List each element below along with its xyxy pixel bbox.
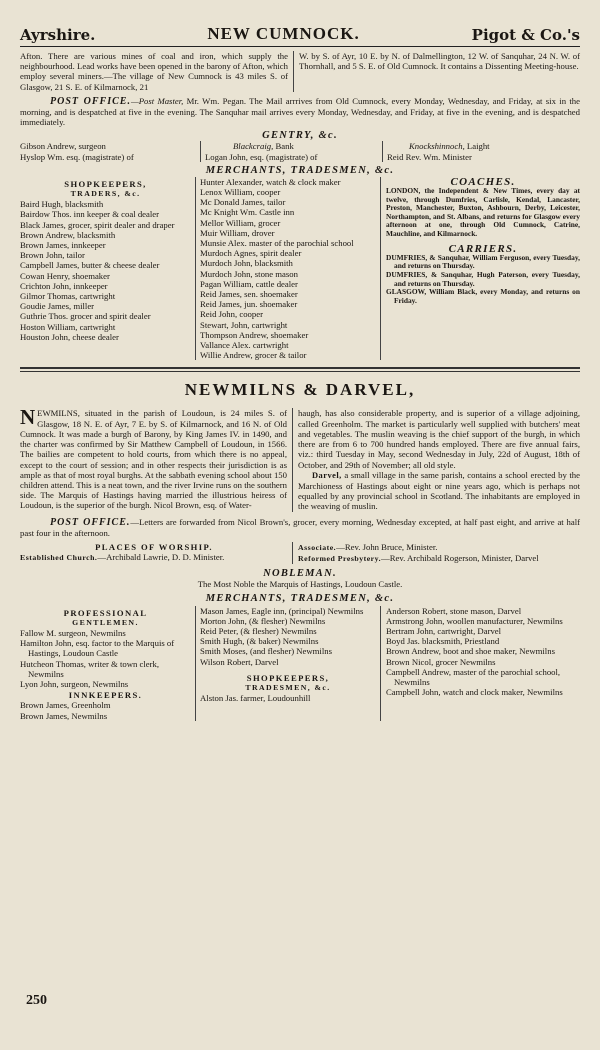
directory-entry: Bairdow Thos. inn keeper & coal dealer (20, 209, 160, 220)
darvel-label: Darvel, (312, 470, 342, 480)
gentry-col-2 (200, 141, 382, 161)
gentry-entry: Hyslop Wm. esq. (magistrate) of (20, 151, 134, 162)
coaches-text: LONDON, the Independent & New Times, every day at twelve, through Dumfries, Carlisle, Kendal, Lancaster, Preston, Manchester, Buxton, Ashbourn, Derby, Leicester, Northampton, and St. Albans, and returns for Glasgow every afternoon at one, through Old Cumnock, Catrine, Mauchline, and Kilmarnock. (386, 186, 580, 238)
directory-entry: Brown Nicol, grocer Newmilns (386, 656, 496, 667)
reformed-label: Reformed Presbytery. (298, 554, 382, 564)
directory-entry: Hutcheon Thomas, writer & town clerk, Newmilns (20, 658, 160, 679)
gentry-entry: Gibson Andrew, surgeon (20, 141, 106, 152)
directory-entry: Black James, grocer, spirit dealer and draper (20, 219, 175, 230)
drop-capital: N (20, 405, 36, 430)
established-text: —Archibald Lawrie, D. D. Minister. (97, 552, 225, 563)
directory-entry: Reid James, jun. shoemaker (200, 299, 298, 310)
directory-entry: Reid Peter, (& flesher) Newmilns (200, 625, 317, 636)
shopkeepers-heading: SHOPKEEPERS, (64, 178, 147, 189)
post-office-new-cumnock (20, 96, 580, 128)
directory-entry: Armstrong John, woollen manufacturer, Newmilns (386, 615, 563, 626)
gentry-entry: Laight (464, 141, 490, 152)
merchants-list (20, 177, 580, 361)
newmilns-left (20, 405, 292, 511)
town-title: NEW CUMNOCK. (207, 24, 360, 43)
directory-entry: Crichton John, innkeeper (20, 280, 108, 291)
directory-entry: Mc Donald James, tailor (200, 197, 286, 208)
gentry-place: Knockshinnoch, (409, 141, 465, 152)
directory-entry: Morton John, (& flesher) Newmilns (200, 615, 326, 626)
gentry-place: Blackcraig, (233, 141, 274, 152)
carrier-entry: DUMFRIES, & Sanquhar, William Ferguson, every Tuesday, and returns on Thursday. (386, 252, 580, 271)
directory-entry: Stewart, John, cartwright (200, 319, 288, 330)
post-office-label: POST OFFICE. (50, 95, 131, 107)
intro-left: Afton. There are various mines of coal and iron, which supply the neighbourhood. Lead works have been opened in the barony of Afton, which employ several miners.—The village of New Cumnock is 43 miles S. of Glasgow, 21 S. E. of Kilmarnock, 21 (20, 51, 288, 92)
gentry-col-3 (382, 141, 580, 161)
directory-entry: Bertram John, cartwright, Darvel (386, 625, 502, 636)
merchants-heading: MERCHANTS, TRADESMEN, &c. (205, 164, 395, 176)
directory-entry: Willie Andrew, grocer & tailor (200, 350, 307, 361)
carrier-entry: DUMFRIES, & Sanquhar, Hugh Paterson, every Tuesday, and returns on Thursday. (386, 269, 580, 288)
shopkeeper-entries (200, 693, 376, 703)
newmilns-description (20, 405, 580, 512)
directory-entry: Baird Hugh, blacksmith (20, 199, 104, 210)
post-master-label: —Post Master, (130, 95, 184, 106)
darvel-text: a small village in the same parish, contains a school erected by the Marchioness of Hastings about eight or nine years ago, which is perhaps not equalled by any provincial school in Scotland. The inhabitants are employed in the weaving of muslin. (298, 469, 580, 512)
merchants-col-2-entries (200, 177, 376, 361)
traders-subheading: TRADERS, &c. (70, 189, 141, 199)
gentlemen-subheading: GENTLEMEN. (72, 617, 139, 627)
directory-entry: Anderson Robert, stone mason, Darvel (386, 605, 522, 616)
darvel-paragraph (298, 470, 580, 512)
directory-entry: Brown James, innkeeper (20, 240, 106, 251)
associate-text: —Rev. John Bruce, Minister. (336, 541, 438, 552)
worship-left (20, 542, 292, 564)
nobleman-heading: NOBLEMAN. (263, 568, 337, 580)
merchants-col-2 (195, 177, 380, 361)
intro-section (20, 51, 580, 92)
worship-section (20, 542, 580, 564)
merchants-col-1 (20, 177, 195, 361)
tradesmen-subheading: TRADESMEN, &c. (245, 682, 331, 692)
merchants2-col-1 (20, 606, 195, 721)
innkeeper-entries (20, 700, 191, 720)
directory-entry: Fallow M. surgeon, Newmilns (20, 627, 126, 638)
directory-entry: Guthrie Thos. grocer and spirit dealer (20, 311, 151, 322)
newmilns-title: NEWMILNS & DARVEL, (184, 380, 416, 400)
directory-entry: Mason James, Eagle inn, (principal) Newmilns (200, 605, 364, 616)
directory-page (20, 0, 580, 1008)
directory-entry: Murdoch Agnes, spirit dealer (200, 248, 302, 259)
merchants2-col-2-entries (200, 606, 376, 667)
directory-entry: Alston Jas. farmer, Loudounhill (200, 693, 311, 704)
directory-entry: Lyon John, surgeon, Newmilns (20, 678, 129, 689)
carriers-heading: CARRIERS. (448, 242, 518, 255)
county-title: Ayrshire. (20, 26, 96, 44)
merchants-col-3 (380, 177, 580, 361)
directory-entry: Campbell James, butter & cheese dealer (20, 260, 160, 271)
directory-entry: Brown Andrew, blacksmith (20, 229, 116, 240)
directory-entry: Mellor William, grocer (200, 217, 281, 228)
gentry-entry: Reid Rev. Wm. Minister (387, 151, 472, 162)
directory-entry: Reid James, sen. shoemaker (200, 289, 298, 300)
directory-entry: Boyd Jas. blacksmith, Priestland (386, 636, 500, 647)
gentry-list (20, 141, 580, 161)
directory-entry: Houston John, cheese dealer (20, 331, 119, 342)
directory-entry: Goudie James, miller (20, 301, 95, 312)
post-office-label: POST OFFICE. (50, 516, 131, 528)
coaches-heading: COACHES. (450, 175, 516, 188)
gentry-entry: Bank (273, 141, 294, 152)
innkeepers-heading: INNKEEPERS. (68, 690, 143, 701)
intro-right: W. by S. of Ayr, 10 E. by N. of Dalmellington, 12 W. of Sanquhar, 24 N. W. of Thornhall, and 5 S. E. of Old Cumnock. It contains a Dissenting Meeting-house. (293, 51, 580, 92)
associate-label: Associate. (298, 542, 337, 552)
worship-heading: PLACES OF WORSHIP. (95, 541, 213, 552)
carrier-entry: GLASGOW, William Black, every Monday, and returns on Friday. (386, 287, 580, 305)
merchants2-col-2 (195, 606, 380, 721)
directory-entry: Wilson Robert, Darvel (200, 656, 279, 667)
directory-entry: Smith Hugh, (& baker) Newmilns (200, 636, 319, 647)
reformed-text: —Rev. Archibald Rogerson, Minister, Darvel (381, 553, 539, 564)
merchants-newmilns-list (20, 606, 580, 721)
merchants-col-1-entries (20, 199, 191, 342)
nobleman-text: The Most Noble the Marquis of Hastings, Loudoun Castle. (197, 579, 403, 590)
section-divider (20, 371, 580, 372)
directory-entry: Hoston William, cartwright (20, 321, 116, 332)
directory-entry: Brown Andrew, boot and shoe maker, Newmilns (386, 646, 555, 657)
directory-entry: Reid John, cooper (200, 309, 263, 320)
gentry-entry: Logan John, esq. (magistrate) of (205, 151, 318, 162)
newmilns-right-text: haugh, has also considerable property, and is superior of a village adjoining, called Greenholm. The market is particularly well supplied with butchers' meat and vegetables. The muslin weaving is the chief support of the burgh, in which there are from 6 to 700 hundred hands employed. There are five annual fairs, viz.: third Tuesday in May, second Wednesday in July, 22d of August, 18th of October, and 29th of November; all old style. (298, 408, 580, 470)
worship-right (292, 542, 580, 564)
directory-entry: Hunter Alexander, watch & clock maker (200, 176, 341, 187)
directory-entry: Murdoch John, blacksmith (200, 258, 293, 269)
newmilns-left-text: EWMILNS, situated in the parish of Loudoun, is 24 miles S. of Glasgow, 18 N. E. of Ayr, 7 E. by S. of Kilmarnock, and 16 N. of Old Cumnock. It was made a burgh of Barony, by King James IV. in 1490, and the charter was confirmed by Sir Matthew Campbell of Loudoun, in 1566. The bailies are competent to hold courts, from which there is no appeal, except to the court of session; and in other respects their jurisdiction is as ample as that of most royal burghs. At the sabbath evening school about 150 children attend. This is a neat town, and the river Irvine runs on the southern side. The Marquis of Hastings having married the illustrious heiress of Loudoun, is the superior of the burgh. Nicol Brown, esq. of Water- (20, 408, 287, 511)
shopkeepers-heading: SHOPKEEPERS, (246, 672, 330, 683)
professional-entries (20, 628, 191, 689)
merchants2-col-3-entries (386, 606, 580, 698)
directory-entry: Vallance Alex. cartwright (200, 340, 289, 351)
directory-entry: Brown James, Greenholm (20, 700, 111, 711)
gentry-col-1 (20, 141, 200, 161)
directory-entry: Lenox William, cooper (200, 187, 281, 198)
post-office-newmilns (20, 517, 580, 538)
post-office-text: Mr. Wm. Pegan. The Mail arrrives from Old Cumnock, every Monday, Wednesday, and Friday, at six in the morning, and is despatched at five in the evening. The Sanquhar mail arrives every Monday, Wednesday, and Friday, at five in the evening, and is despatched immediately. (20, 95, 580, 128)
directory-entry: Campbell Andrew, master of the parochial school, Newmilns (386, 666, 561, 687)
directory-entry: Gilmor Thomas, cartwright (20, 291, 116, 302)
newmilns-right (292, 408, 580, 511)
directory-entry: Thompson Andrew, shoemaker (200, 329, 309, 340)
directory-entry: Campbell John, watch and clock maker, Newmilns (386, 687, 563, 698)
merchants-heading-newmilns: MERCHANTS, TRADESMEN, &c. (205, 592, 395, 604)
established-label: Established Church. (20, 553, 98, 563)
directory-entry: Pagan William, cattle dealer (200, 278, 298, 289)
directory-entry: Muir William, drover (200, 227, 275, 238)
directory-entry: Murdoch John, stone mason (200, 268, 298, 279)
directory-entry: Munsie Alex. master of the parochial school (200, 238, 354, 249)
running-header (20, 22, 580, 47)
directory-entry: Brown James, Newmilns (20, 710, 108, 721)
directory-entry: Cowan Henry, shoemaker (20, 270, 110, 281)
publisher-title: Pigot & Co.'s (471, 26, 580, 44)
directory-entry: Mc Knight Wm. Castle inn (200, 207, 295, 218)
directory-entry: Brown John, tailor (20, 250, 85, 261)
section-divider (20, 367, 580, 369)
gentry-heading: GENTRY, &c. (262, 130, 338, 142)
directory-entry: Hamilton John, esq. factor to the Marquis of Hastings, Loudoun Castle (20, 638, 175, 659)
post-office-text: —Letters are forwarded from Nicol Brown's, grocer, every morning, Wednesday excepted, at half past eight, and arrive at half past four in the afternoon. (20, 516, 580, 538)
directory-entry: Smith Moses, (and flesher) Newmilns (200, 646, 332, 657)
page-number: 250 (26, 993, 47, 1008)
professional-heading: PROFESSIONAL (63, 607, 148, 618)
merchants2-col-3 (380, 606, 580, 721)
